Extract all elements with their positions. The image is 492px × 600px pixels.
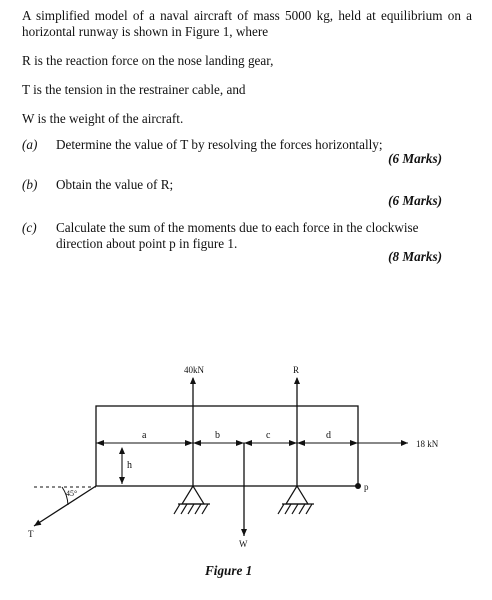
label-a: a xyxy=(142,430,147,441)
question-a-text: Determine the value of T by resolving the forces horizontally; xyxy=(56,137,383,152)
label-w: W xyxy=(239,539,248,549)
intro-w-definition: W is the weight of the aircraft. xyxy=(22,111,184,126)
question-b-marks: (6 Marks) xyxy=(388,193,442,208)
label-18kn: 18 kN xyxy=(416,439,439,449)
question-c-marks: (8 Marks) xyxy=(388,249,442,264)
figure-caption: Figure 1 xyxy=(205,563,253,578)
label-d: d xyxy=(326,430,331,441)
label-40kn: 40kN xyxy=(184,365,204,375)
support-right xyxy=(278,486,314,514)
question-c-text: Calculate the sum of the moments due to each force in the clockwise direction about point p in figure 1. xyxy=(56,220,419,251)
label-c: c xyxy=(266,430,271,441)
intro-paragraph: A simplified model of a naval aircraft of mass 5000 kg, held at equilibrium on a horizontal runway is shown in Figure 1, where xyxy=(22,8,472,39)
intro-r-definition: R is the reaction force on the nose landing gear, xyxy=(22,53,274,68)
question-a-marks: (6 Marks) xyxy=(388,151,442,166)
label-r: R xyxy=(293,365,300,375)
label-p: p xyxy=(364,482,369,492)
question-b-label: (b) xyxy=(22,177,38,192)
label-h: h xyxy=(127,460,132,471)
question-a-label: (a) xyxy=(22,137,38,152)
label-b: b xyxy=(215,430,220,441)
support-left xyxy=(174,486,210,514)
point-p-marker xyxy=(355,483,361,489)
label-angle: 45° xyxy=(66,489,78,498)
question-c-label: (c) xyxy=(22,220,37,235)
aircraft-body xyxy=(96,406,358,486)
intro-t-definition: T is the tension in the restrainer cable, and xyxy=(22,82,246,97)
question-b-text: Obtain the value of R; xyxy=(56,177,174,192)
label-t: T xyxy=(28,529,34,539)
